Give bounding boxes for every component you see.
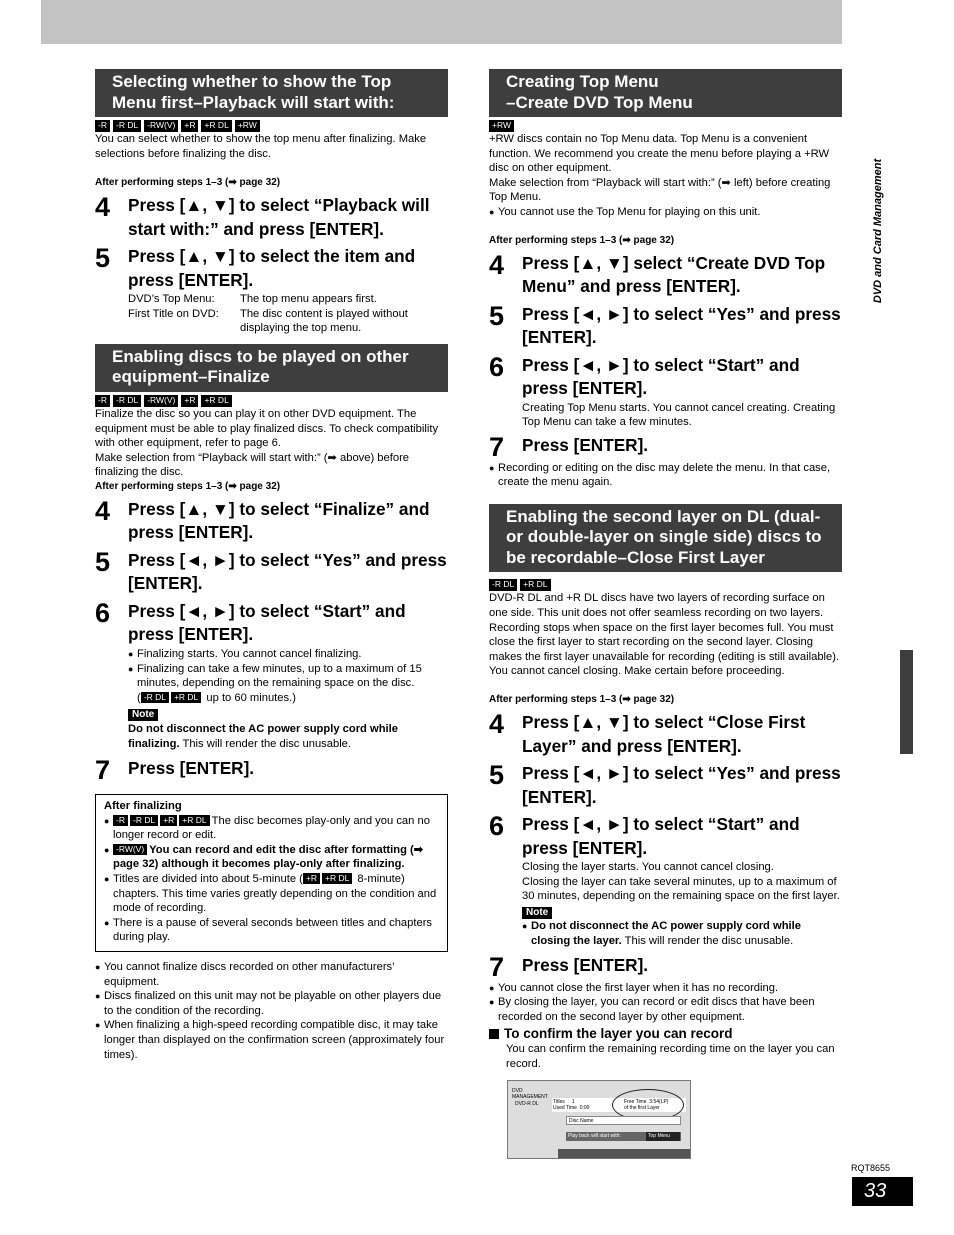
step-text: Press [▲, ▼] to select “Close First Layer” and press [ENTER]. (522, 712, 806, 756)
step-text: Press [◄, ►] to select “Start” and press [ENTER]. (522, 814, 800, 858)
disc-tag: -R DL (130, 815, 158, 826)
screen-title (512, 1088, 548, 1100)
confirm-layer-text: You can confirm the remaining recording time on the layer you can record. (506, 1043, 835, 1070)
disc-tag: -R DL (141, 692, 169, 703)
side-label (870, 150, 885, 312)
page-number: 33 (852, 1177, 913, 1206)
step-6-notes: ● Finalizing starts. You cannot cancel finalizing. ● Finalizing can take a few minutes, up to a maximum of 15 minutes, depending on the remaining space on the disc. ( -R DL +R DL up to 60 minutes.) Note Do not disconnect the AC power supply cord while finalizing. This will render the disc unusable. (128, 647, 422, 750)
disc-tag: -R DL (113, 120, 141, 132)
steps-reference: After performing steps 1–3 (➡ page 32) (489, 694, 675, 705)
intro-text: You can select whether to show the top menu after finalizing. Make selections before finalizing the disc. (95, 133, 427, 160)
option-desc: The top menu appears first. (240, 293, 377, 306)
step-text: Press [ENTER]. (522, 434, 649, 455)
screen-text: 1 (571, 1098, 575, 1105)
disc-tags (95, 395, 448, 407)
section-header-create-top-menu (489, 69, 842, 117)
header-line: Creating Top Menu (506, 72, 659, 91)
option-term: DVD’s Top Menu: (128, 293, 215, 306)
right-column (489, 69, 842, 1159)
bullet-text: There is a pause of several seconds between titles and chapters during play. (113, 916, 433, 944)
bullet-text: Recording or editing on the disc may delete the menu. In that case, create the menu again. (498, 461, 831, 489)
disc-tag: +R DL (201, 395, 231, 407)
step-7: 7 Press [ENTER]. (489, 431, 649, 462)
disc-tag: +R (160, 815, 177, 826)
disc-tag: +RW (489, 120, 514, 132)
step-5: 5 Press [▲, ▼] to select the item and press [ENTER]. (95, 244, 448, 292)
header-line: –Create DVD Top Menu (506, 92, 693, 112)
step-text: Press [◄, ►] to select “Yes” and press [ENTER]. (522, 303, 841, 348)
step-5: 5 Press [◄, ►] to select “Yes” and press [ENTER]. (489, 761, 842, 809)
disc-tag: +R (181, 395, 198, 407)
heading-text: To confirm the layer you can record (504, 1026, 733, 1042)
step-text: Press [▲, ▼] to select “Playback will start with:” and press [ENTER]. (128, 195, 430, 239)
playback-row (566, 1132, 681, 1141)
screen-text: DVD (512, 1087, 523, 1094)
step-7: 7 Press [ENTER]. (95, 755, 255, 786)
step-5: 5 Press [◄, ►] to select “Yes” and press [ENTER]. (95, 548, 448, 596)
disc-tag: +R DL (171, 692, 201, 703)
box-title: After finalizing (104, 800, 182, 813)
step-4: 4 Press [▲, ▼] to select “Playback will start with:” and press [ENTER]. (95, 193, 448, 241)
step-5: 5 Press [◄, ►] to select “Yes” and press [ENTER]. (489, 302, 842, 350)
disc-info (552, 1098, 612, 1112)
disc-tag: -R (113, 815, 128, 826)
steps-reference: After performing steps 1–3 (➡ page 32) (489, 234, 675, 246)
disc-tag: +R DL (322, 873, 352, 884)
disc-tag: -R DL (113, 395, 141, 407)
step-text: Press [▲, ▼] to select the item and press [ENTER]. (128, 246, 416, 290)
bullet-text: You can record and edit the disc after formatting (➡ page 32) although it becomes play-only after finalizing. (113, 843, 424, 871)
step-6: 6 Press [◄, ►] to select “Start” and press [ENTER]. (489, 812, 842, 860)
top-bar (41, 0, 842, 44)
disc-tag: -R (95, 395, 110, 407)
disc-tag: +R DL (179, 815, 209, 826)
document-code: RQT8655 (851, 1163, 891, 1173)
section-header-close-first-layer: Enabling the second layer on DL (dual- or double-layer on single side) discs to be recordable–Close First Layer (489, 504, 842, 573)
disc-tag: +R (303, 873, 320, 884)
note-label: Note (128, 709, 158, 721)
section-tab (900, 650, 913, 754)
disc-tag: +R DL (520, 579, 550, 591)
intro-text: Make selection from “Playback will start with:” (➡ left) before creating Top Menu. (489, 176, 831, 204)
bullet-text: By closing the layer, you can record or edit discs that have been recorded on the second layer by other equipment. (498, 996, 815, 1023)
screen-text: Titles (553, 1098, 565, 1105)
option-desc: The disc content is played without displaying the top menu. (240, 307, 408, 335)
warning-text: Do not disconnect the AC power supply cord while closing the layer. (531, 920, 801, 947)
disc-tag: -R DL (489, 579, 517, 591)
screen-bottom-bar (558, 1149, 690, 1159)
step-6: 6 Press [◄, ►] to select “Start” and press [ENTER]. (95, 599, 448, 647)
disc-tag: -RW(V) (144, 120, 178, 132)
disc-tag: +RW (235, 120, 260, 132)
step-6-note: Creating Top Menu starts. You cannot cancel creating. Creating Top Menu can take a few minutes. (522, 401, 836, 429)
bullet-text: You cannot use the Top Menu for playing on this unit. (498, 205, 761, 218)
menu-note: ● Recording or editing on the disc may delete the menu. In that case, create the menu again. (489, 461, 842, 490)
steps-reference: After performing steps 1–3 (➡ page 32) (95, 480, 281, 492)
step-6-notes: Closing the layer starts. You cannot cancel closing. Closing the layer can take several minutes, up to a maximum of 30 minutes, depending on the remaining space on the first layer. Note ● Do not disconnect the AC power supply cord while closing the layer. This will render the disc unusable. (522, 860, 842, 949)
confirm-layer-heading (489, 1025, 842, 1042)
step-6: 6 Press [◄, ►] to select “Start” and press [ENTER]. (489, 353, 842, 401)
screen-text: Play back will start with: (568, 1132, 621, 1139)
bullet-text: You cannot finalize discs recorded on other manufacturers’ equipment. (104, 961, 395, 988)
bullet-text: Finalizing can take a few minutes, up to a maximum of 15 minutes, depending on the remaining space on the disc. (137, 662, 422, 690)
screen-text: Free Time (624, 1098, 647, 1105)
warning-text: This will render the disc unusable. (179, 737, 352, 750)
screen-text: 0:00 (579, 1104, 590, 1111)
square-bullet-icon (489, 1029, 499, 1039)
bullet-text: The disc becomes play-only and you can no longer record or edit. (113, 814, 430, 842)
side-label-text: DVD and Card Management (871, 158, 884, 304)
bullet-text: ( (137, 691, 141, 704)
left-column (95, 69, 448, 1062)
step-4: 4 Press [▲, ▼] to select “Finalize” and press [ENTER]. (95, 497, 448, 545)
intro-text: DVD-R DL and +R DL discs have two layers of recording surface on one side. This unit does not offer seamless recording on two layers. Recording stops when space on the first layer becomes full. You must close the first layer to start recording on the second layer. Closing makes the first layer unavailable for recording (editing is still available). You cannot cancel closing. Make certain before proceeding. (489, 592, 840, 678)
option-term: First Title on DVD: (128, 307, 219, 320)
note-text: Closing the layer can take several minutes, up to a maximum of 30 minutes, depending on the remaining space on the first layer. (522, 875, 840, 903)
steps-reference: After performing steps 1–3 (➡ page 32) (95, 177, 281, 189)
screen-text: Used Time (553, 1104, 577, 1111)
disc-tag: -RW(V) (113, 844, 147, 855)
step-text: Press [◄, ►] to select “Start” and press [ENTER]. (522, 354, 800, 399)
bullet-text: 8-minute) chapters. This time varies greatly depending on the condition and mode of recording. (113, 873, 437, 915)
note-label: Note (522, 907, 552, 919)
note-text: Closing the layer starts. You cannot cancel closing. (522, 861, 774, 873)
bullet-text: Titles are divided into about 5-minute ( (113, 873, 303, 886)
intro-bullet: ● You cannot use the Top Menu for playing on this unit. (489, 205, 761, 218)
step-4: 4 Press [▲, ▼] select “Create DVD Top Menu” and press [ENTER]. (489, 251, 842, 299)
step-text: Press [▲, ▼] select “Create DVD Top Menu” and press [ENTER]. (522, 252, 826, 297)
warning-text: Do not disconnect the AC power supply cord while finalizing. (128, 722, 398, 750)
step-4: 4 Press [▲, ▼] to select “Close First Layer” and press [ENTER]. (489, 710, 842, 758)
disc-tags (489, 120, 842, 132)
bullet-text: Finalizing starts. You cannot cancel finalizing. (137, 647, 362, 660)
disc-tags (489, 579, 842, 591)
disc-type: DVD-R DL (515, 1100, 539, 1107)
step-text: Press [◄, ►] to select “Start” and press [ENTER]. (128, 600, 406, 645)
intro-text: Make selection from “Playback will start with:” (➡ above) before finalizing the disc. (95, 451, 410, 479)
screen-text: MANAGEMENT (512, 1093, 548, 1100)
step-7: 7 Press [ENTER]. (489, 951, 649, 982)
disc-tag: +R DL (201, 120, 231, 132)
warning-text: This will render the disc unusable. (621, 934, 794, 947)
section-header-top-menu-first: Selecting whether to show the Top Menu first–Playback will start with: (95, 69, 448, 117)
disc-tag: +R (181, 120, 198, 132)
screen-text: of the first Layer (624, 1104, 660, 1111)
step-text: Press [ENTER]. (522, 954, 649, 975)
section-header-finalize: Enabling discs to be played on other equipment–Finalize (95, 344, 448, 392)
disc-tag: -R (95, 120, 110, 132)
step-text: Press [▲, ▼] to select “Finalize” and press [ENTER]. (128, 498, 430, 543)
close-layer-notes: ● You cannot close the first layer when it has no recording. ● By closing the layer, you can record or edit discs that have been recorded on the second layer by other equipment. (489, 981, 842, 1025)
step-text: Press [◄, ►] to select “Yes” and press [ENTER]. (522, 763, 841, 807)
bullet-text: Discs finalized on this unit may not be playable on other players due to the condition of the recording. (104, 990, 442, 1017)
playback-options (128, 292, 448, 336)
screen-text: 3:54(LP) (649, 1098, 669, 1105)
disc-tag: -RW(V) (144, 395, 178, 407)
after-finalizing-box: After finalizing ● -R -R DL +R +R DL The disc becomes play-only and you can no longer record or edit. ● -RW(V) You can record and edit the disc after formatting (➡ page 32) although it becomes play-only after finalizing. ● Titles are divided into about 5-minute ( +R +R DL 8-minute) chapters. This time varies greatly depending on the condition and mode of recording. ● There is a pause of several seconds between titles and chapters during play. (95, 794, 448, 952)
disc-tags (95, 120, 448, 132)
finalize-notes: ● You cannot finalize discs recorded on other manufacturers’ equipment. ● Discs finalized on this unit may not be playable on other players due to the condition of the recording. ● When finalizing a high-speed recording compatible disc, it may take longer than displayed on the confirmation screen (approximately four times). (95, 960, 448, 1062)
disc-name-row: Disc Name (566, 1116, 681, 1125)
bullet-text: You cannot close the first layer when it has no recording. (498, 981, 779, 994)
screen-text: Top Menu (646, 1132, 680, 1141)
bullet-text: When finalizing a high-speed recording compatible disc, it may take longer than displayed on the confirmation screen (approximately four times). (104, 1019, 445, 1061)
intro-text: Finalize the disc so you can play it on other DVD equipment. The equipment must be able to play finalized discs. To check compatibility with other equipment, refer to page 6. (95, 407, 439, 450)
step-text: Press [◄, ►] to select “Yes” and press [ENTER]. (128, 549, 447, 594)
step-text: Press [ENTER]. (128, 758, 255, 779)
bullet-text: up to 60 minutes.) (203, 691, 296, 704)
intro-text: +RW discs contain no Top Menu data. Top Menu is a convenient function. We recommend you create the menu before playing a +RW disc on other equipment. (489, 133, 830, 175)
dvd-management-screen (507, 1080, 691, 1159)
